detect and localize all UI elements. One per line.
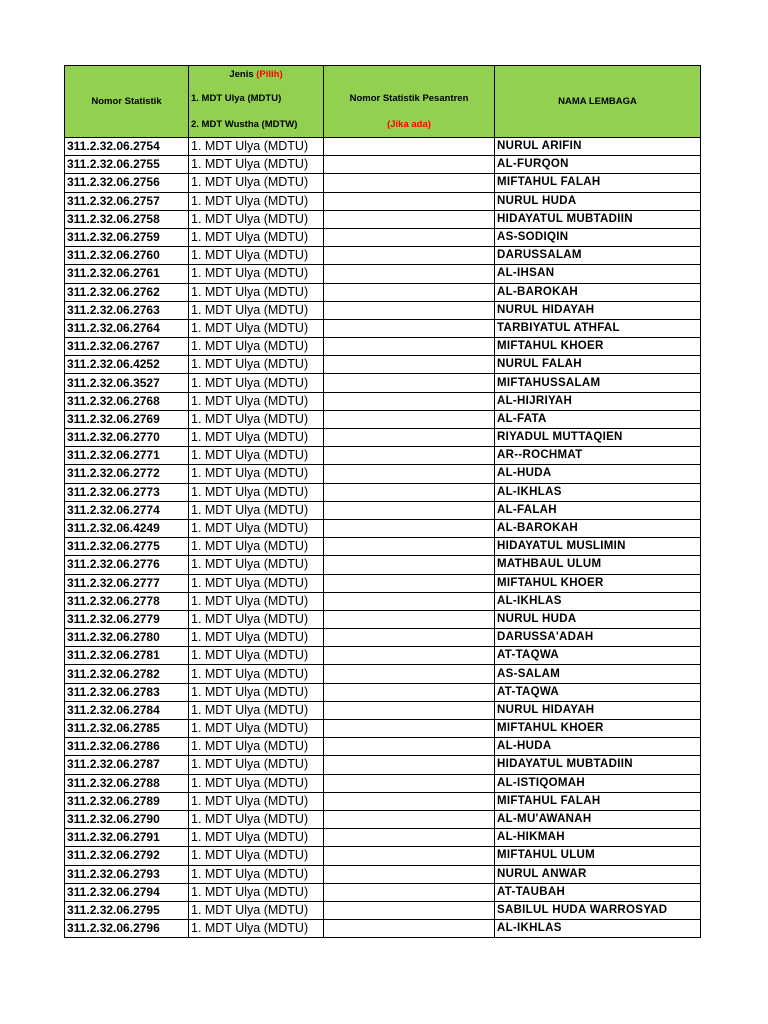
nomor-pesantren-cell	[324, 319, 495, 337]
nomor-statistik-cell: 311.2.32.06.2791	[65, 829, 189, 847]
header-nomor-pesantren	[324, 66, 495, 138]
header-jenis-note: (Pilih)	[256, 69, 283, 80]
jenis-cell: 1. MDT Ulya (MDTU)	[189, 265, 324, 283]
nama-lembaga-cell: AL-IKHLAS	[495, 920, 701, 938]
header-nomor-pesantren-label: Nomor Statistik Pesantren	[349, 93, 469, 104]
table-row	[65, 738, 701, 756]
nomor-statistik-cell: 311.2.32.06.2754	[65, 138, 189, 156]
table-row	[65, 265, 701, 283]
nomor-pesantren-cell	[324, 447, 495, 465]
nomor-statistik-cell: 311.2.32.06.2768	[65, 392, 189, 410]
nomor-pesantren-cell	[324, 574, 495, 592]
nomor-pesantren-cell	[324, 228, 495, 246]
jenis-cell: 1. MDT Ulya (MDTU)	[189, 847, 324, 865]
nama-lembaga-cell: MIFTAHUL KHOER	[495, 720, 701, 738]
nama-lembaga-cell: TARBIYATUL ATHFAL	[495, 319, 701, 337]
nomor-pesantren-cell	[324, 301, 495, 319]
table-row	[65, 756, 701, 774]
nama-lembaga-cell: MIFTAHUL KHOER	[495, 574, 701, 592]
nomor-pesantren-cell	[324, 174, 495, 192]
header-nama-lembaga	[495, 66, 701, 138]
table-row	[65, 192, 701, 210]
nomor-pesantren-cell	[324, 210, 495, 228]
nomor-statistik-cell: 311.2.32.06.2782	[65, 665, 189, 683]
jenis-cell: 1. MDT Ulya (MDTU)	[189, 192, 324, 210]
jenis-cell: 1. MDT Ulya (MDTU)	[189, 683, 324, 701]
nomor-pesantren-cell	[324, 701, 495, 719]
table-row	[65, 319, 701, 337]
nomor-statistik-cell: 311.2.32.06.2774	[65, 501, 189, 519]
nomor-statistik-cell: 311.2.32.06.2759	[65, 228, 189, 246]
table-row	[65, 138, 701, 156]
nomor-pesantren-cell	[324, 156, 495, 174]
jenis-cell: 1. MDT Ulya (MDTU)	[189, 465, 324, 483]
jenis-cell: 1. MDT Ulya (MDTU)	[189, 720, 324, 738]
nomor-statistik-cell: 311.2.32.06.2781	[65, 647, 189, 665]
jenis-cell: 1. MDT Ulya (MDTU)	[189, 647, 324, 665]
nama-lembaga-cell: AL-HIJRIYAH	[495, 392, 701, 410]
nomor-pesantren-cell	[324, 138, 495, 156]
table-row	[65, 901, 701, 919]
table-row	[65, 810, 701, 828]
table-row	[65, 829, 701, 847]
jenis-cell: 1. MDT Ulya (MDTU)	[189, 610, 324, 628]
jenis-cell: 1. MDT Ulya (MDTU)	[189, 392, 324, 410]
jenis-cell: 1. MDT Ulya (MDTU)	[189, 319, 324, 337]
nomor-statistik-cell: 311.2.32.06.2773	[65, 483, 189, 501]
nomor-pesantren-cell	[324, 556, 495, 574]
table-row	[65, 647, 701, 665]
nama-lembaga-cell: NURUL HIDAYAH	[495, 701, 701, 719]
nama-lembaga-cell: AS-SODIQIN	[495, 228, 701, 246]
nomor-statistik-cell: 311.2.32.06.2778	[65, 592, 189, 610]
table-row	[65, 720, 701, 738]
table-header	[65, 66, 701, 138]
nama-lembaga-cell: HIDAYATUL MUBTADIIN	[495, 210, 701, 228]
nama-lembaga-cell: HIDAYATUL MUBTADIIN	[495, 756, 701, 774]
table-row	[65, 410, 701, 428]
nomor-statistik-cell: 311.2.32.06.2762	[65, 283, 189, 301]
nomor-statistik-cell: 311.2.32.06.2780	[65, 629, 189, 647]
table-row	[65, 556, 701, 574]
nomor-pesantren-cell	[324, 720, 495, 738]
jenis-cell: 1. MDT Ulya (MDTU)	[189, 883, 324, 901]
jenis-cell: 1. MDT Ulya (MDTU)	[189, 483, 324, 501]
nomor-statistik-cell: 311.2.32.06.2776	[65, 556, 189, 574]
jenis-cell: 1. MDT Ulya (MDTU)	[189, 901, 324, 919]
header-nama-lembaga-label: NAMA LEMBAGA	[558, 96, 637, 107]
jenis-cell: 1. MDT Ulya (MDTU)	[189, 228, 324, 246]
nomor-pesantren-cell	[324, 519, 495, 537]
nama-lembaga-cell: SABILUL HUDA WARROSYAD	[495, 901, 701, 919]
header-nomor-pesantren-note: (Jika ada)	[387, 119, 431, 130]
jenis-cell: 1. MDT Ulya (MDTU)	[189, 301, 324, 319]
header-jenis	[189, 66, 324, 138]
table-row	[65, 774, 701, 792]
table-row	[65, 338, 701, 356]
table-row	[65, 447, 701, 465]
nomor-pesantren-cell	[324, 738, 495, 756]
table-body	[65, 138, 701, 938]
nomor-pesantren-cell	[324, 829, 495, 847]
jenis-cell: 1. MDT Ulya (MDTU)	[189, 865, 324, 883]
table-row	[65, 356, 701, 374]
jenis-cell: 1. MDT Ulya (MDTU)	[189, 665, 324, 683]
nomor-pesantren-cell	[324, 883, 495, 901]
table-row	[65, 574, 701, 592]
jenis-cell: 1. MDT Ulya (MDTU)	[189, 447, 324, 465]
table-row	[65, 301, 701, 319]
jenis-cell: 1. MDT Ulya (MDTU)	[189, 792, 324, 810]
nama-lembaga-cell: NURUL HUDA	[495, 192, 701, 210]
nomor-statistik-cell: 311.2.32.06.2796	[65, 920, 189, 938]
nama-lembaga-cell: AL-HUDA	[495, 738, 701, 756]
nama-lembaga-cell: AL-MU'AWANAH	[495, 810, 701, 828]
nomor-pesantren-cell	[324, 647, 495, 665]
nama-lembaga-cell: AL-IHSAN	[495, 265, 701, 283]
jenis-cell: 1. MDT Ulya (MDTU)	[189, 920, 324, 938]
nomor-statistik-cell: 311.2.32.06.2769	[65, 410, 189, 428]
jenis-cell: 1. MDT Ulya (MDTU)	[189, 410, 324, 428]
jenis-cell: 1. MDT Ulya (MDTU)	[189, 356, 324, 374]
nama-lembaga-cell: AT-TAUBAH	[495, 883, 701, 901]
nomor-statistik-cell: 311.2.32.06.2790	[65, 810, 189, 828]
jenis-cell: 1. MDT Ulya (MDTU)	[189, 738, 324, 756]
table-row	[65, 283, 701, 301]
nomor-pesantren-cell	[324, 538, 495, 556]
nomor-pesantren-cell	[324, 465, 495, 483]
nomor-statistik-cell: 311.2.32.06.2788	[65, 774, 189, 792]
nomor-pesantren-cell	[324, 247, 495, 265]
jenis-cell: 1. MDT Ulya (MDTU)	[189, 756, 324, 774]
nomor-pesantren-cell	[324, 374, 495, 392]
nomor-pesantren-cell	[324, 483, 495, 501]
jenis-cell: 1. MDT Ulya (MDTU)	[189, 210, 324, 228]
nama-lembaga-cell: DARUSSALAM	[495, 247, 701, 265]
nama-lembaga-cell: AL-HUDA	[495, 465, 701, 483]
table-row	[65, 847, 701, 865]
nomor-pesantren-cell	[324, 429, 495, 447]
nama-lembaga-cell: MIFTAHUL FALAH	[495, 792, 701, 810]
jenis-cell: 1. MDT Ulya (MDTU)	[189, 501, 324, 519]
nomor-statistik-cell: 311.2.32.06.2794	[65, 883, 189, 901]
table-row	[65, 156, 701, 174]
table-row	[65, 538, 701, 556]
table-row	[65, 519, 701, 537]
nomor-statistik-cell: 311.2.32.06.4249	[65, 519, 189, 537]
nomor-statistik-cell: 311.2.32.06.2787	[65, 756, 189, 774]
header-jenis-title-line	[189, 69, 323, 80]
nama-lembaga-cell: MATHBAUL ULUM	[495, 556, 701, 574]
nomor-statistik-cell: 311.2.32.06.2764	[65, 319, 189, 337]
nama-lembaga-cell: AL-ISTIQOMAH	[495, 774, 701, 792]
jenis-cell: 1. MDT Ulya (MDTU)	[189, 374, 324, 392]
header-jenis-title: Jenis	[229, 69, 254, 80]
jenis-cell: 1. MDT Ulya (MDTU)	[189, 629, 324, 647]
nama-lembaga-cell: MIFTAHUSSALAM	[495, 374, 701, 392]
nomor-statistik-cell: 311.2.32.06.2795	[65, 901, 189, 919]
nomor-pesantren-cell	[324, 265, 495, 283]
nomor-statistik-cell: 311.2.32.06.2761	[65, 265, 189, 283]
nomor-pesantren-cell	[324, 338, 495, 356]
table-row	[65, 210, 701, 228]
nomor-statistik-cell: 311.2.32.06.2772	[65, 465, 189, 483]
header-nomor-statistik-label: Nomor Statistik	[91, 96, 162, 107]
nomor-statistik-cell: 311.2.32.06.2786	[65, 738, 189, 756]
nomor-statistik-cell: 311.2.32.06.2784	[65, 701, 189, 719]
nama-lembaga-cell: AL-IKHLAS	[495, 483, 701, 501]
nomor-statistik-cell: 311.2.32.06.2760	[65, 247, 189, 265]
nama-lembaga-cell: AS-SALAM	[495, 665, 701, 683]
jenis-cell: 1. MDT Ulya (MDTU)	[189, 592, 324, 610]
table-row	[65, 392, 701, 410]
institution-table	[64, 65, 701, 938]
nomor-statistik-cell: 311.2.32.06.2785	[65, 720, 189, 738]
nomor-statistik-cell: 311.2.32.06.2793	[65, 865, 189, 883]
nomor-pesantren-cell	[324, 792, 495, 810]
table-row	[65, 174, 701, 192]
table-row	[65, 429, 701, 447]
nomor-pesantren-cell	[324, 629, 495, 647]
nomor-pesantren-cell	[324, 610, 495, 628]
nomor-pesantren-cell	[324, 392, 495, 410]
table-row	[65, 501, 701, 519]
jenis-cell: 1. MDT Ulya (MDTU)	[189, 174, 324, 192]
nomor-pesantren-cell	[324, 756, 495, 774]
nomor-pesantren-cell	[324, 356, 495, 374]
jenis-cell: 1. MDT Ulya (MDTU)	[189, 829, 324, 847]
header-jenis-option-2: 2. MDT Wustha (MDTW)	[191, 119, 298, 130]
nomor-pesantren-cell	[324, 501, 495, 519]
nomor-statistik-cell: 311.2.32.06.2770	[65, 429, 189, 447]
nama-lembaga-cell: MIFTAHUL ULUM	[495, 847, 701, 865]
nomor-pesantren-cell	[324, 920, 495, 938]
jenis-cell: 1. MDT Ulya (MDTU)	[189, 556, 324, 574]
jenis-cell: 1. MDT Ulya (MDTU)	[189, 774, 324, 792]
jenis-cell: 1. MDT Ulya (MDTU)	[189, 138, 324, 156]
nama-lembaga-cell: NURUL HIDAYAH	[495, 301, 701, 319]
jenis-cell: 1. MDT Ulya (MDTU)	[189, 519, 324, 537]
nomor-pesantren-cell	[324, 410, 495, 428]
header-nomor-pesantren-content	[324, 66, 494, 137]
header-nomor-statistik	[65, 66, 189, 138]
nomor-statistik-cell: 311.2.32.06.2779	[65, 610, 189, 628]
nama-lembaga-cell: NURUL ARIFIN	[495, 138, 701, 156]
table-row	[65, 592, 701, 610]
nomor-statistik-cell: 311.2.32.06.2763	[65, 301, 189, 319]
jenis-cell: 1. MDT Ulya (MDTU)	[189, 538, 324, 556]
nama-lembaga-cell: AR--ROCHMAT	[495, 447, 701, 465]
header-jenis-option-1: 1. MDT Ulya (MDTU)	[191, 93, 282, 104]
jenis-cell: 1. MDT Ulya (MDTU)	[189, 247, 324, 265]
nama-lembaga-cell: MIFTAHUL FALAH	[495, 174, 701, 192]
nama-lembaga-cell: NURUL FALAH	[495, 356, 701, 374]
jenis-cell: 1. MDT Ulya (MDTU)	[189, 156, 324, 174]
nomor-statistik-cell: 311.2.32.06.2775	[65, 538, 189, 556]
nomor-pesantren-cell	[324, 810, 495, 828]
nomor-statistik-cell: 311.2.32.06.2792	[65, 847, 189, 865]
nomor-statistik-cell: 311.2.32.06.2758	[65, 210, 189, 228]
nama-lembaga-cell: RIYADUL MUTTAQIEN	[495, 429, 701, 447]
nomor-statistik-cell: 311.2.32.06.2771	[65, 447, 189, 465]
table-row	[65, 865, 701, 883]
nama-lembaga-cell: AL-IKHLAS	[495, 592, 701, 610]
jenis-cell: 1. MDT Ulya (MDTU)	[189, 810, 324, 828]
nama-lembaga-cell: DARUSSA'ADAH	[495, 629, 701, 647]
nomor-statistik-cell: 311.2.32.06.3527	[65, 374, 189, 392]
jenis-cell: 1. MDT Ulya (MDTU)	[189, 283, 324, 301]
nomor-pesantren-cell	[324, 774, 495, 792]
table-row	[65, 683, 701, 701]
table-row	[65, 465, 701, 483]
header-jenis-content	[189, 66, 323, 137]
nomor-statistik-cell: 311.2.32.06.4252	[65, 356, 189, 374]
nomor-statistik-cell: 311.2.32.06.2777	[65, 574, 189, 592]
nama-lembaga-cell: AL-HIKMAH	[495, 829, 701, 847]
nomor-statistik-cell: 311.2.32.06.2767	[65, 338, 189, 356]
jenis-cell: 1. MDT Ulya (MDTU)	[189, 701, 324, 719]
nama-lembaga-cell: AT-TAQWA	[495, 647, 701, 665]
table-row	[65, 228, 701, 246]
table-row	[65, 792, 701, 810]
table-row	[65, 374, 701, 392]
nama-lembaga-cell: NURUL HUDA	[495, 610, 701, 628]
nama-lembaga-cell: AL-FALAH	[495, 501, 701, 519]
nama-lembaga-cell: NURUL ANWAR	[495, 865, 701, 883]
table-row	[65, 610, 701, 628]
nama-lembaga-cell: AL-BAROKAH	[495, 283, 701, 301]
nama-lembaga-cell: HIDAYATUL MUSLIMIN	[495, 538, 701, 556]
nomor-pesantren-cell	[324, 847, 495, 865]
nama-lembaga-cell: MIFTAHUL KHOER	[495, 338, 701, 356]
nomor-pesantren-cell	[324, 865, 495, 883]
nama-lembaga-cell: AT-TAQWA	[495, 683, 701, 701]
nomor-statistik-cell: 311.2.32.06.2783	[65, 683, 189, 701]
header-row	[65, 66, 701, 138]
nama-lembaga-cell: AL-FATA	[495, 410, 701, 428]
nomor-pesantren-cell	[324, 283, 495, 301]
nomor-pesantren-cell	[324, 192, 495, 210]
nomor-statistik-cell: 311.2.32.06.2789	[65, 792, 189, 810]
table-row	[65, 920, 701, 938]
jenis-cell: 1. MDT Ulya (MDTU)	[189, 574, 324, 592]
nomor-pesantren-cell	[324, 592, 495, 610]
table-row	[65, 483, 701, 501]
nomor-pesantren-cell	[324, 683, 495, 701]
table-row	[65, 247, 701, 265]
table-row	[65, 701, 701, 719]
nomor-pesantren-cell	[324, 901, 495, 919]
nomor-statistik-cell: 311.2.32.06.2756	[65, 174, 189, 192]
nomor-statistik-cell: 311.2.32.06.2755	[65, 156, 189, 174]
jenis-cell: 1. MDT Ulya (MDTU)	[189, 338, 324, 356]
nomor-statistik-cell: 311.2.32.06.2757	[65, 192, 189, 210]
table-row	[65, 665, 701, 683]
nama-lembaga-cell: AL-FURQON	[495, 156, 701, 174]
table-row	[65, 883, 701, 901]
nomor-pesantren-cell	[324, 665, 495, 683]
table-row	[65, 629, 701, 647]
jenis-cell: 1. MDT Ulya (MDTU)	[189, 429, 324, 447]
nama-lembaga-cell: AL-BAROKAH	[495, 519, 701, 537]
